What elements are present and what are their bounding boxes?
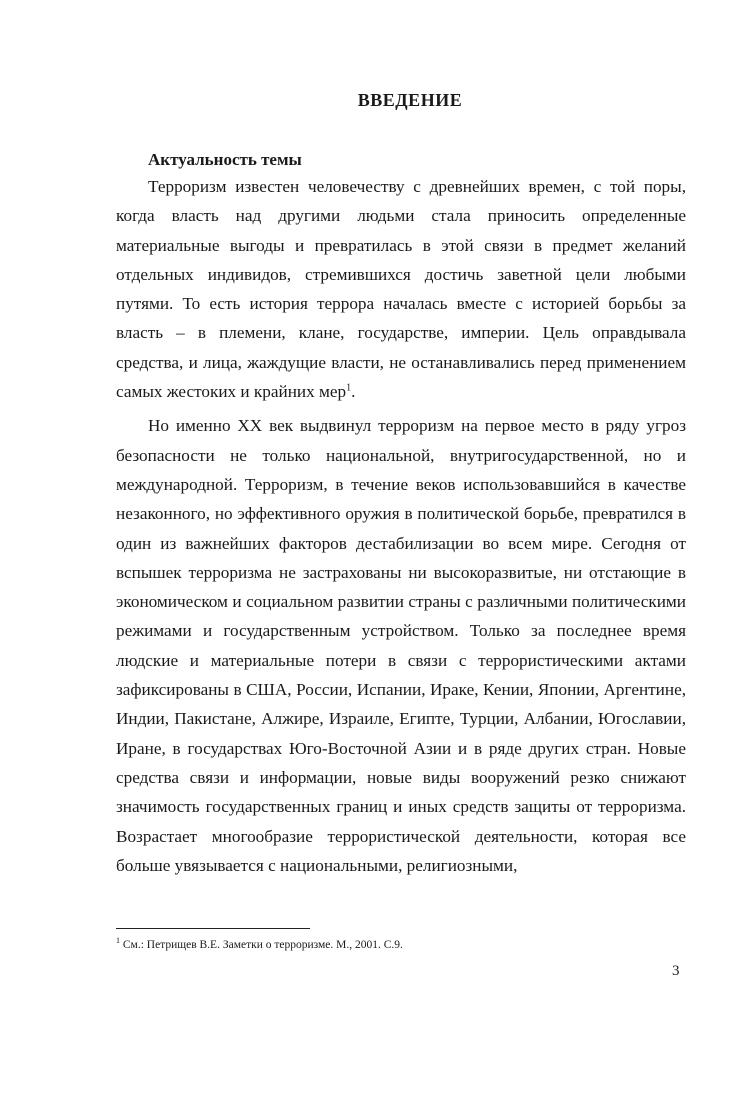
footnote-separator bbox=[116, 928, 310, 929]
paragraph-2-text: Но именно XX век выдвинул терроризм на первое место в ряду угроз безопасности не только национальной, внутригосударственной, но и международной. Терроризм, в течение веков использовавшийся в качестве незаконного, но эффективного оружия в политической борьбе, превратился в один из важнейших факторов дестабилизации во всем мире. Сегодня от вспышек терроризма не застрахованы ни высокоразвитые, ни отстающие в экономическом и социальном развитии страны с различными политическими режимами и государственным устройством. Только за последнее время людские и материальные потери в связи с террористическими актами зафиксированы в США, России, Испании, Ираке, Кении, Японии, Аргентине, Индии, Пакистане, Алжире, Израиле, Египте, Турции, Албании, Югославии, Иране, в государствах Юго-Восточной Азии и в ряде других стран. Новые средства связи и информации, новые виды вооружений резко снижают значимость государственных границ и иных средств защиты от терроризма. Возрастает многообразие террористической деятельности, которая все больше увязывается с национальными, религиозными, bbox=[116, 416, 686, 875]
page-title: ВВЕДЕНИЕ bbox=[357, 90, 463, 110]
paragraph-2 bbox=[116, 411, 686, 880]
paragraph-1 bbox=[116, 172, 686, 406]
footnote-reference: 1 bbox=[346, 382, 352, 394]
paragraph-1-tail: . bbox=[351, 382, 356, 402]
footnote-text: См.: Петрищев В.Е. Заметки о терроризме. М., 2001. С.9. bbox=[122, 939, 403, 951]
paragraph-1-text: Терроризм известен человечеству с древнейших времен, с той поры, когда власть над другими людьми стала приносить определенные материальные выгоды и превратилась в этой связи в предмет желаний отдельных индивидов, стремившихся достичь заветной цели любыми путями. То есть история террора началась вместе с историей борьбы за власть – в племени, клане, государстве, империи. Цель оправдывала средства, и лица, жаждущие власти, не останавливались перед применением самых жестоких и крайних мер bbox=[116, 177, 686, 402]
body-text bbox=[116, 172, 686, 880]
footnote bbox=[116, 936, 403, 951]
footnote-marker: 1 bbox=[116, 936, 120, 946]
section-heading: Актуальность темы bbox=[148, 150, 302, 169]
page-number: 3 bbox=[672, 963, 680, 979]
